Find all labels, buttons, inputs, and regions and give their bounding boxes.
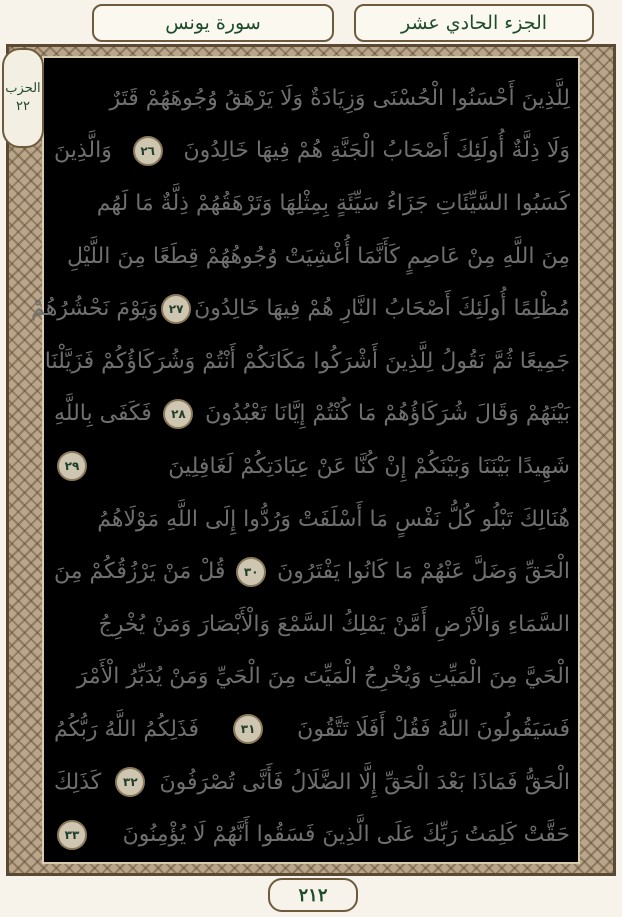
hizb-marker <box>2 48 44 148</box>
ayah-number-marker: ٣٣ <box>57 820 87 850</box>
verse-line <box>54 545 570 598</box>
verse-text: فَكَفَى بِاللَّهِ <box>54 401 152 427</box>
verse-line <box>54 230 570 283</box>
verse-line <box>54 440 570 493</box>
verse-line <box>54 703 570 756</box>
ayah-number-marker: ٢٨ <box>163 399 193 429</box>
ayah-number-marker: ٣١ <box>233 714 263 744</box>
verse-text: بَيْنَهُمْ وَقَالَ شُرَكَاؤُهُمْ مَا كُنْتُمْ إِيَّانَا تَعْبُدُونَ <box>205 401 570 427</box>
hizb-number: ٢٢ <box>16 99 30 114</box>
ayah-number-marker: ٢٧ <box>161 294 191 324</box>
verse-line <box>54 651 570 704</box>
verse-text: فَذَلِكُمُ اللَّهُ رَبُّكُمُ <box>54 716 199 742</box>
verse-text: جَمِيعًا ثُمَّ نَقُولُ لِلَّذِينَ أَشْرَكُوا مَكَانَكُمْ أَنْتُمْ وَشُرَكَاؤُكُمْ فَزَيَّلْنَا <box>44 348 570 374</box>
ayah-number-marker: ٣٠ <box>236 557 266 587</box>
verse-text: مِنَ اللَّهِ مِنْ عَاصِمٍ كَأَنَّمَا أُغْشِيَتْ وُجُوهُهُمْ قِطَعًا مِنَ اللَّيْلِ <box>66 243 570 269</box>
ayah-number-marker: ٣٢ <box>115 767 145 797</box>
verse-text: وَلَا ذِلَّةٌ أُولَئِكَ أَصْحَابُ الْجَنَّةِ هُمْ فِيهَا خَالِدُونَ <box>183 138 570 164</box>
verse-text: فَسَيَقُولُونَ اللَّهُ فَقُلْ أَفَلَا تَتَّقُونَ <box>297 716 570 742</box>
verse-line <box>54 756 570 809</box>
verse-line <box>54 493 570 546</box>
page-number: ٢١٢ <box>268 878 358 912</box>
juz-title: الجزء الحادي عشر <box>354 4 594 42</box>
verse-text: لِلَّذِينَ أَحْسَنُوا الْحُسْنَى وَزِيَادَةٌ وَلَا يَرْهَقُ وُجُوهَهُمْ قَتَرٌ <box>109 85 570 111</box>
surah-title: سورة يونس <box>92 4 334 42</box>
verse-text: وَالَّذِينَ <box>54 138 112 164</box>
verse-text: كَسَبُوا السَّيِّئَاتِ جَزَاءُ سَيِّئَةٍ بِمِثْلِهَا وَتَرْهَقُهُمْ ذِلَّةٌ مَا لَهُم <box>96 190 570 216</box>
verse-text: وَيَوْمَ نَحْشُرُهُمْ <box>31 296 159 322</box>
verse-text: حَقَّتْ كَلِمَتُ رَبِّكَ عَلَى الَّذِينَ فَسَقُوا أَنَّهُمْ لَا يُؤْمِنُونَ <box>122 822 570 848</box>
verse-text: السَّمَاءِ وَالْأَرْضِ أَمَّنْ يَمْلِكُ السَّمْعَ وَالْأَبْصَارَ وَمَنْ يُخْرِجُ <box>98 611 570 637</box>
verse-text: الْحَيَّ مِنَ الْمَيِّتِ وَيُخْرِجُ الْمَيِّتَ مِنَ الْحَيِّ وَمَنْ يُدَبِّرُ الْأَمْرَ <box>76 664 570 690</box>
verse-line <box>54 177 570 230</box>
verse-text: الْحَقُّ فَمَاذَا بَعْدَ الْحَقِّ إِلَّا الضَّلَالُ فَأَنَّى تُصْرَفُونَ <box>159 769 570 795</box>
ayah-number-marker: ٢٦ <box>133 136 163 166</box>
verse-text: كَذَلِكَ <box>54 769 102 795</box>
verse-text: الْحَقِّ وَضَلَّ عَنْهُمْ مَا كَانُوا يَفْتَرُونَ <box>277 559 570 585</box>
verse-text: قُلْ مَنْ يَرْزُقُكُمْ مِنَ <box>54 559 226 585</box>
verse-line <box>54 388 570 441</box>
verse-text: مُظْلِمًا أُولَئِكَ أَصْحَابُ النَّارِ هُمْ فِيهَا خَالِدُونَ <box>194 296 570 322</box>
verse-line <box>31 282 570 335</box>
verse-text: شَهِيدًا بَيْنَنَا وَبَيْنَكُمْ إِنْ كُنَّا عَنْ عِبَادَتِكُمْ لَغَافِلِينَ <box>168 453 570 479</box>
verse-line <box>44 335 570 388</box>
verse-line <box>54 808 570 861</box>
verse-line <box>54 125 570 178</box>
verse-line <box>54 72 570 125</box>
verse-lines <box>31 72 570 862</box>
verse-text: هُنَالِكَ تَبْلُو كُلُّ نَفْسٍ مَا أَسْلَفَتْ وَرُدُّوا إِلَى اللَّهِ مَوْلَاهُمُ <box>97 506 570 532</box>
ayah-number-marker: ٢٩ <box>57 451 87 481</box>
hizb-label: الحزب <box>5 81 41 96</box>
verse-line <box>54 598 570 651</box>
